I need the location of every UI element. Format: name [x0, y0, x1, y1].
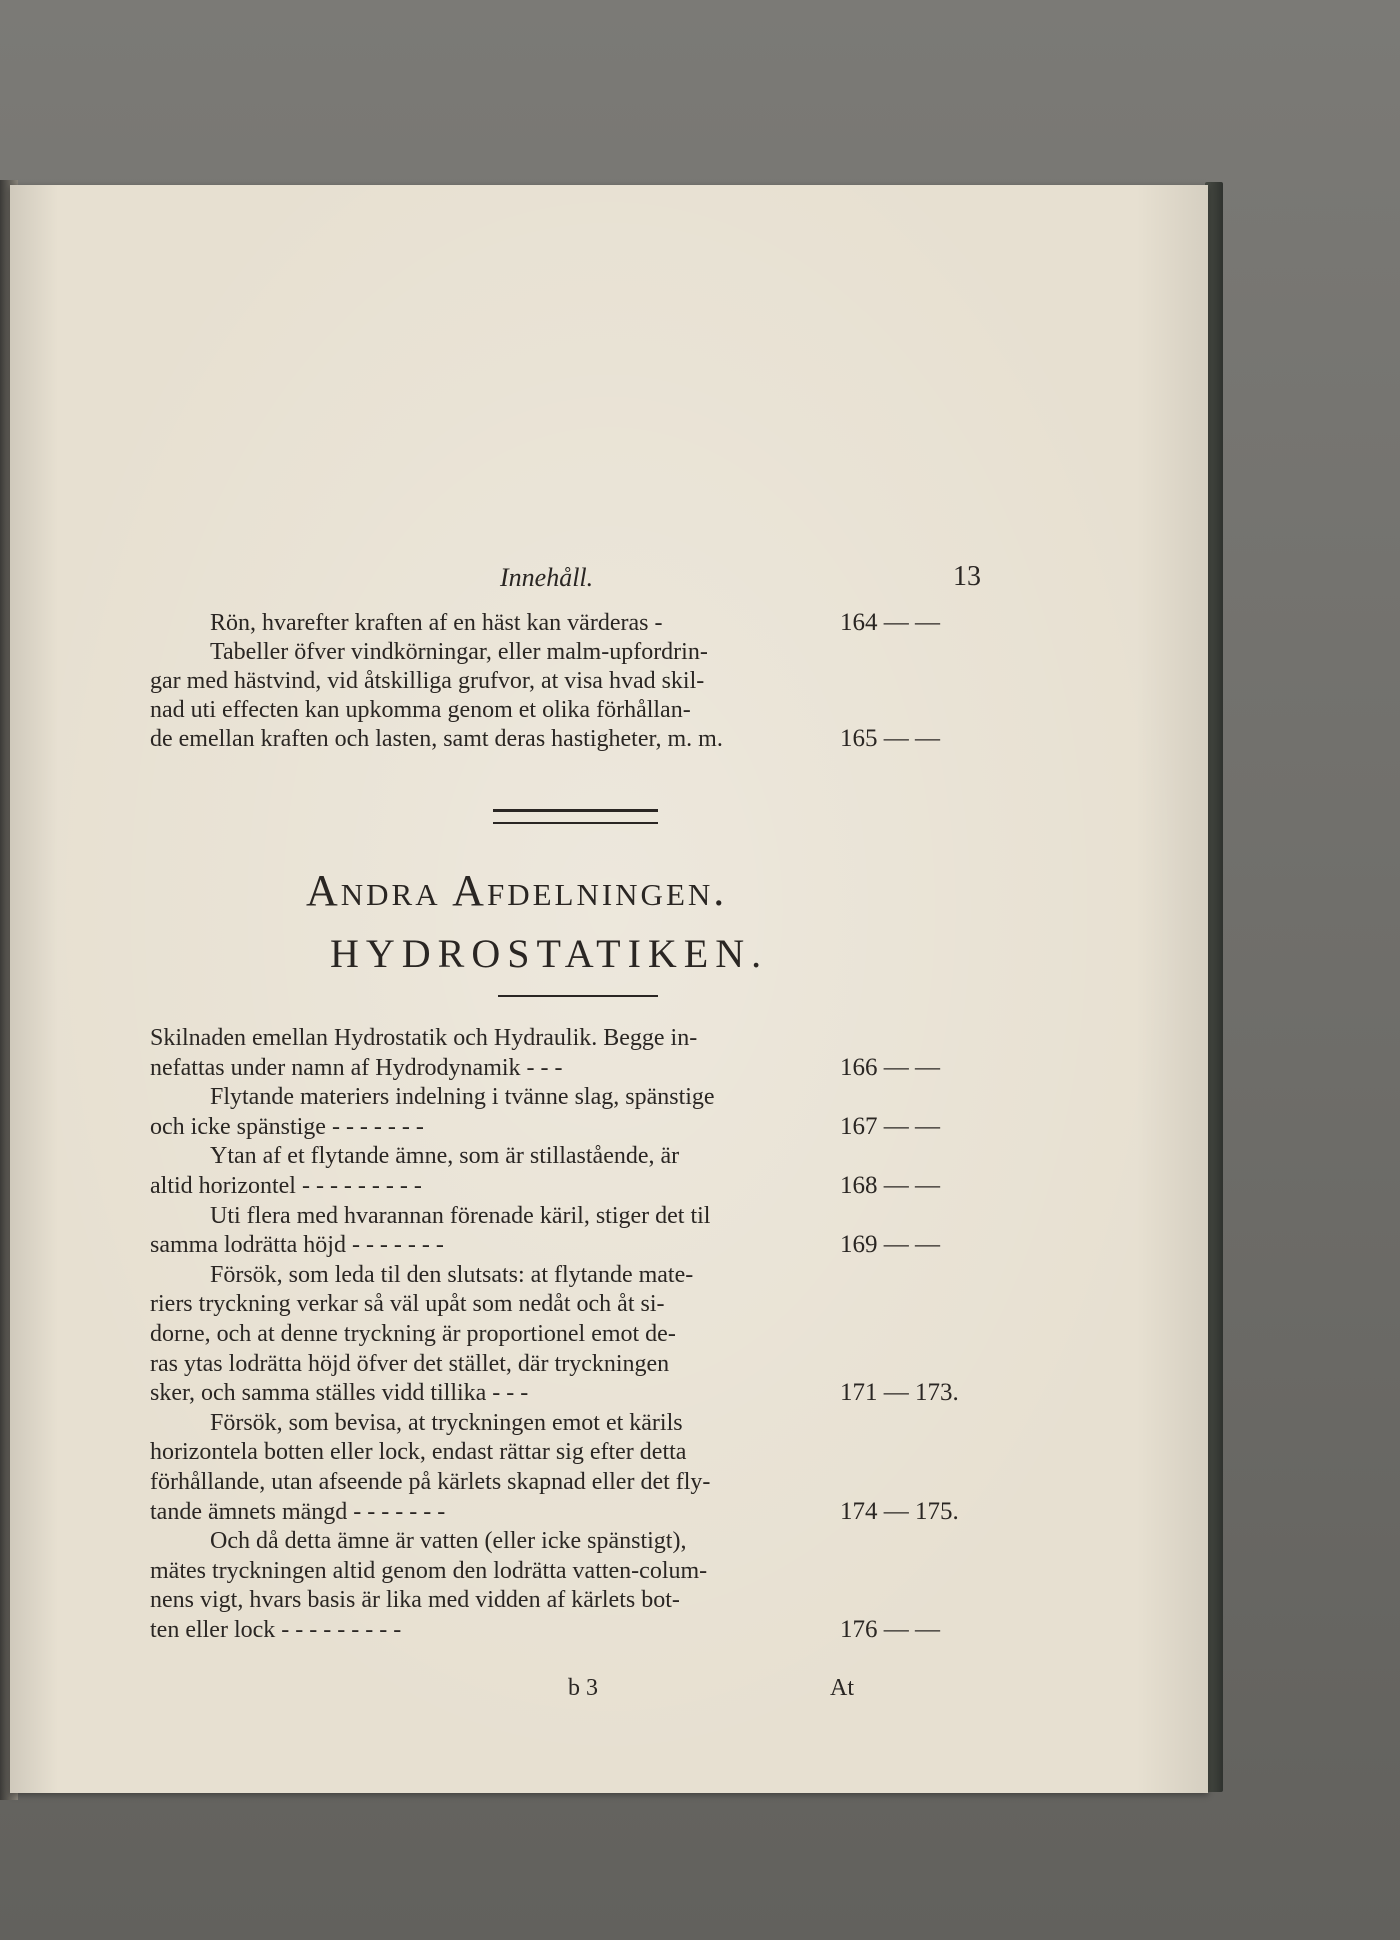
page-number: 13: [953, 561, 981, 592]
toc-entry-line: nad uti effecten kan upkomma genom et olika förhållan-: [150, 697, 691, 723]
toc-entry-line: sker, och samma ställes vidd tillika - - -: [150, 1380, 529, 1407]
page-reference: 169 — —: [840, 1231, 940, 1259]
toc-entry-line: Flytande materiers indelning i tvänne slag, spänstige: [210, 1084, 715, 1111]
toc-entry-line: Uti flera med hvarannan förenade käril, stiger det til: [210, 1202, 711, 1229]
toc-entry-line: Tabeller öfver vindkörningar, eller malm-upfordrin-: [210, 639, 708, 665]
toc-entry-line: och icke spänstige - - - - - - -: [150, 1113, 424, 1140]
toc-entry-line: nens vigt, hvars basis är lika med vidden af kärlets bot-: [150, 1587, 680, 1614]
toc-entry-line: dorne, och at denne tryckning är proportionel emot de-: [150, 1321, 676, 1347]
toc-entry-line: horizontela botten eller lock, endast rättar sig efter detta: [150, 1439, 687, 1466]
toc-entry-line: gar med hästvind, vid åtskilliga grufvor, at visa hvad skil-: [150, 668, 705, 694]
rule-divider: [498, 995, 658, 997]
page-reference: 176 — —: [840, 1616, 940, 1643]
toc-entry-line: samma lodrätta höjd - - - - - - -: [150, 1232, 444, 1259]
signature-mark: b 3: [568, 1675, 598, 1701]
toc-entry-line: Ytan af et flytande ämne, som är stillastående, är: [210, 1143, 680, 1170]
toc-entry-line: förhållande, utan afseende på kärlets skapnad eller det fly-: [150, 1469, 711, 1495]
page-reference: 167 — —: [840, 1112, 940, 1140]
book-page: [10, 185, 1208, 1793]
toc-entry-line: de emellan kraften och lasten, samt deras hastigheter, m. m.: [150, 726, 723, 752]
toc-entry-line: mätes tryckningen altid genom den lodrätta vatten-colum-: [150, 1557, 708, 1584]
toc-entry-line: ten eller lock - - - - - - - - -: [150, 1617, 402, 1643]
catchword: At: [830, 1675, 854, 1701]
page-reference: 166 — —: [840, 1053, 940, 1081]
page-reference: 165 — —: [840, 725, 940, 752]
toc-entry-line: Skilnaden emellan Hydrostatik och Hydraulik. Begge in-: [150, 1025, 698, 1051]
double-rule-divider: [493, 809, 658, 824]
toc-entry-line: Rön, hvarefter kraften af en häst kan värderas -: [210, 610, 663, 636]
section-title: Andra Afdelningen.: [306, 866, 728, 915]
toc-entry-line: Försök, som leda til den slutsats: at flytande mate-: [210, 1261, 694, 1288]
page-reference: 168 — —: [840, 1172, 940, 1199]
page-reference: 164 — —: [840, 609, 940, 636]
toc-entry-line: riers tryckning verkar så väl upåt som nedåt och åt si-: [150, 1291, 665, 1318]
toc-entry-line: tande ämnets mängd - - - - - - -: [150, 1498, 446, 1525]
section-subtitle: HYDROSTATIKEN.: [330, 931, 769, 976]
page-reference: 174 — 175.: [840, 1497, 959, 1525]
page-reference: 171 — 173.: [840, 1379, 959, 1407]
running-head: Innehåll.: [500, 563, 594, 592]
toc-entry-line: Försök, som bevisa, at tryckningen emot et kärils: [210, 1409, 683, 1436]
toc-entry-line: nefattas under namn af Hydrodynamik - - -: [150, 1054, 563, 1081]
toc-entry-line: altid horizontel - - - - - - - - -: [150, 1173, 422, 1199]
toc-entry-line: ras ytas lodrätta höjd öfver det stället, där tryckningen: [150, 1350, 670, 1377]
toc-entry-line: Och då detta ämne är vatten (eller icke spänstigt),: [210, 1528, 687, 1555]
